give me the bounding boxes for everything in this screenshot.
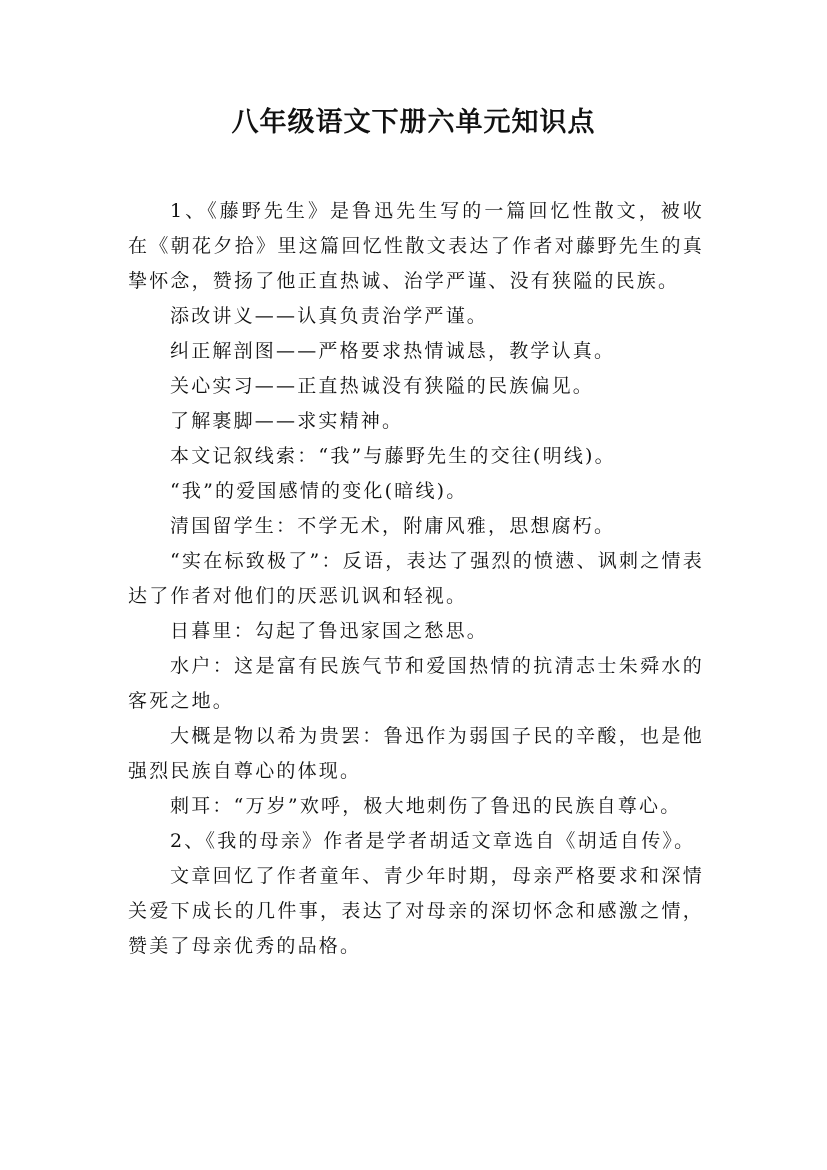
paragraph-13: 刺耳：“万岁”欢呼，极大地刺伤了鲁迅的民族自尊心。 bbox=[170, 795, 682, 817]
paragraph-6: 本文记叙线索：“我”与藤野先生的交往(明线)。 bbox=[170, 445, 616, 467]
paragraph-14: 2、《我的母亲》作者是学者胡适文章选自《胡适自传》。 bbox=[170, 830, 696, 852]
paragraph-7: “我”的爱国感情的变化(暗线)。 bbox=[170, 480, 468, 502]
paragraph-8: 清国留学生：不学无术，附庸风雅，思想腐朽。 bbox=[170, 515, 616, 537]
page-title: 八年级语文下册六单元知识点 bbox=[231, 107, 596, 138]
paragraph-12: 大概是物以希为贵罢：鲁迅作为弱国子民的辛酸，也是他强烈民族自尊心的体现。 bbox=[128, 725, 704, 782]
paragraph-15: 文章回忆了作者童年、青少年时期，母亲严格要求和深情关爱下成长的几件事，表达了对母亲的深切怀念和感激之情，赞美了母亲优秀的品格。 bbox=[128, 865, 704, 957]
paragraph-2: 添改讲义——认真负责治学严谨。 bbox=[170, 305, 489, 327]
paragraph-10: 日暮里：勾起了鲁迅家国之愁思。 bbox=[170, 620, 489, 642]
document-body bbox=[128, 194, 704, 964]
paragraph-1: 1、《藤野先生》是鲁迅先生写的一篇回忆性散文，被收在《朝花夕拾》里这篇回忆性散文表达了作者对藤野先生的真挚怀念，赞扬了他正直热诚、治学严谨、没有狭隘的民族。 bbox=[128, 200, 704, 292]
paragraph-9: “实在标致极了”：反语，表达了强烈的愤懑、讽刺之情表达了作者对他们的厌恶讥讽和轻视。 bbox=[128, 550, 704, 607]
paragraph-3: 纠正解剖图——严格要求热情诚恳，教学认真。 bbox=[170, 340, 616, 362]
paragraph-4: 关心实习——正直热诚没有狭隘的民族偏见。 bbox=[170, 375, 595, 397]
paragraph-11: 水户：这是富有民族气节和爱国热情的抗清志士朱舜水的客死之地。 bbox=[128, 655, 704, 712]
paragraph-5: 了解裹脚——求实精神。 bbox=[170, 410, 404, 432]
